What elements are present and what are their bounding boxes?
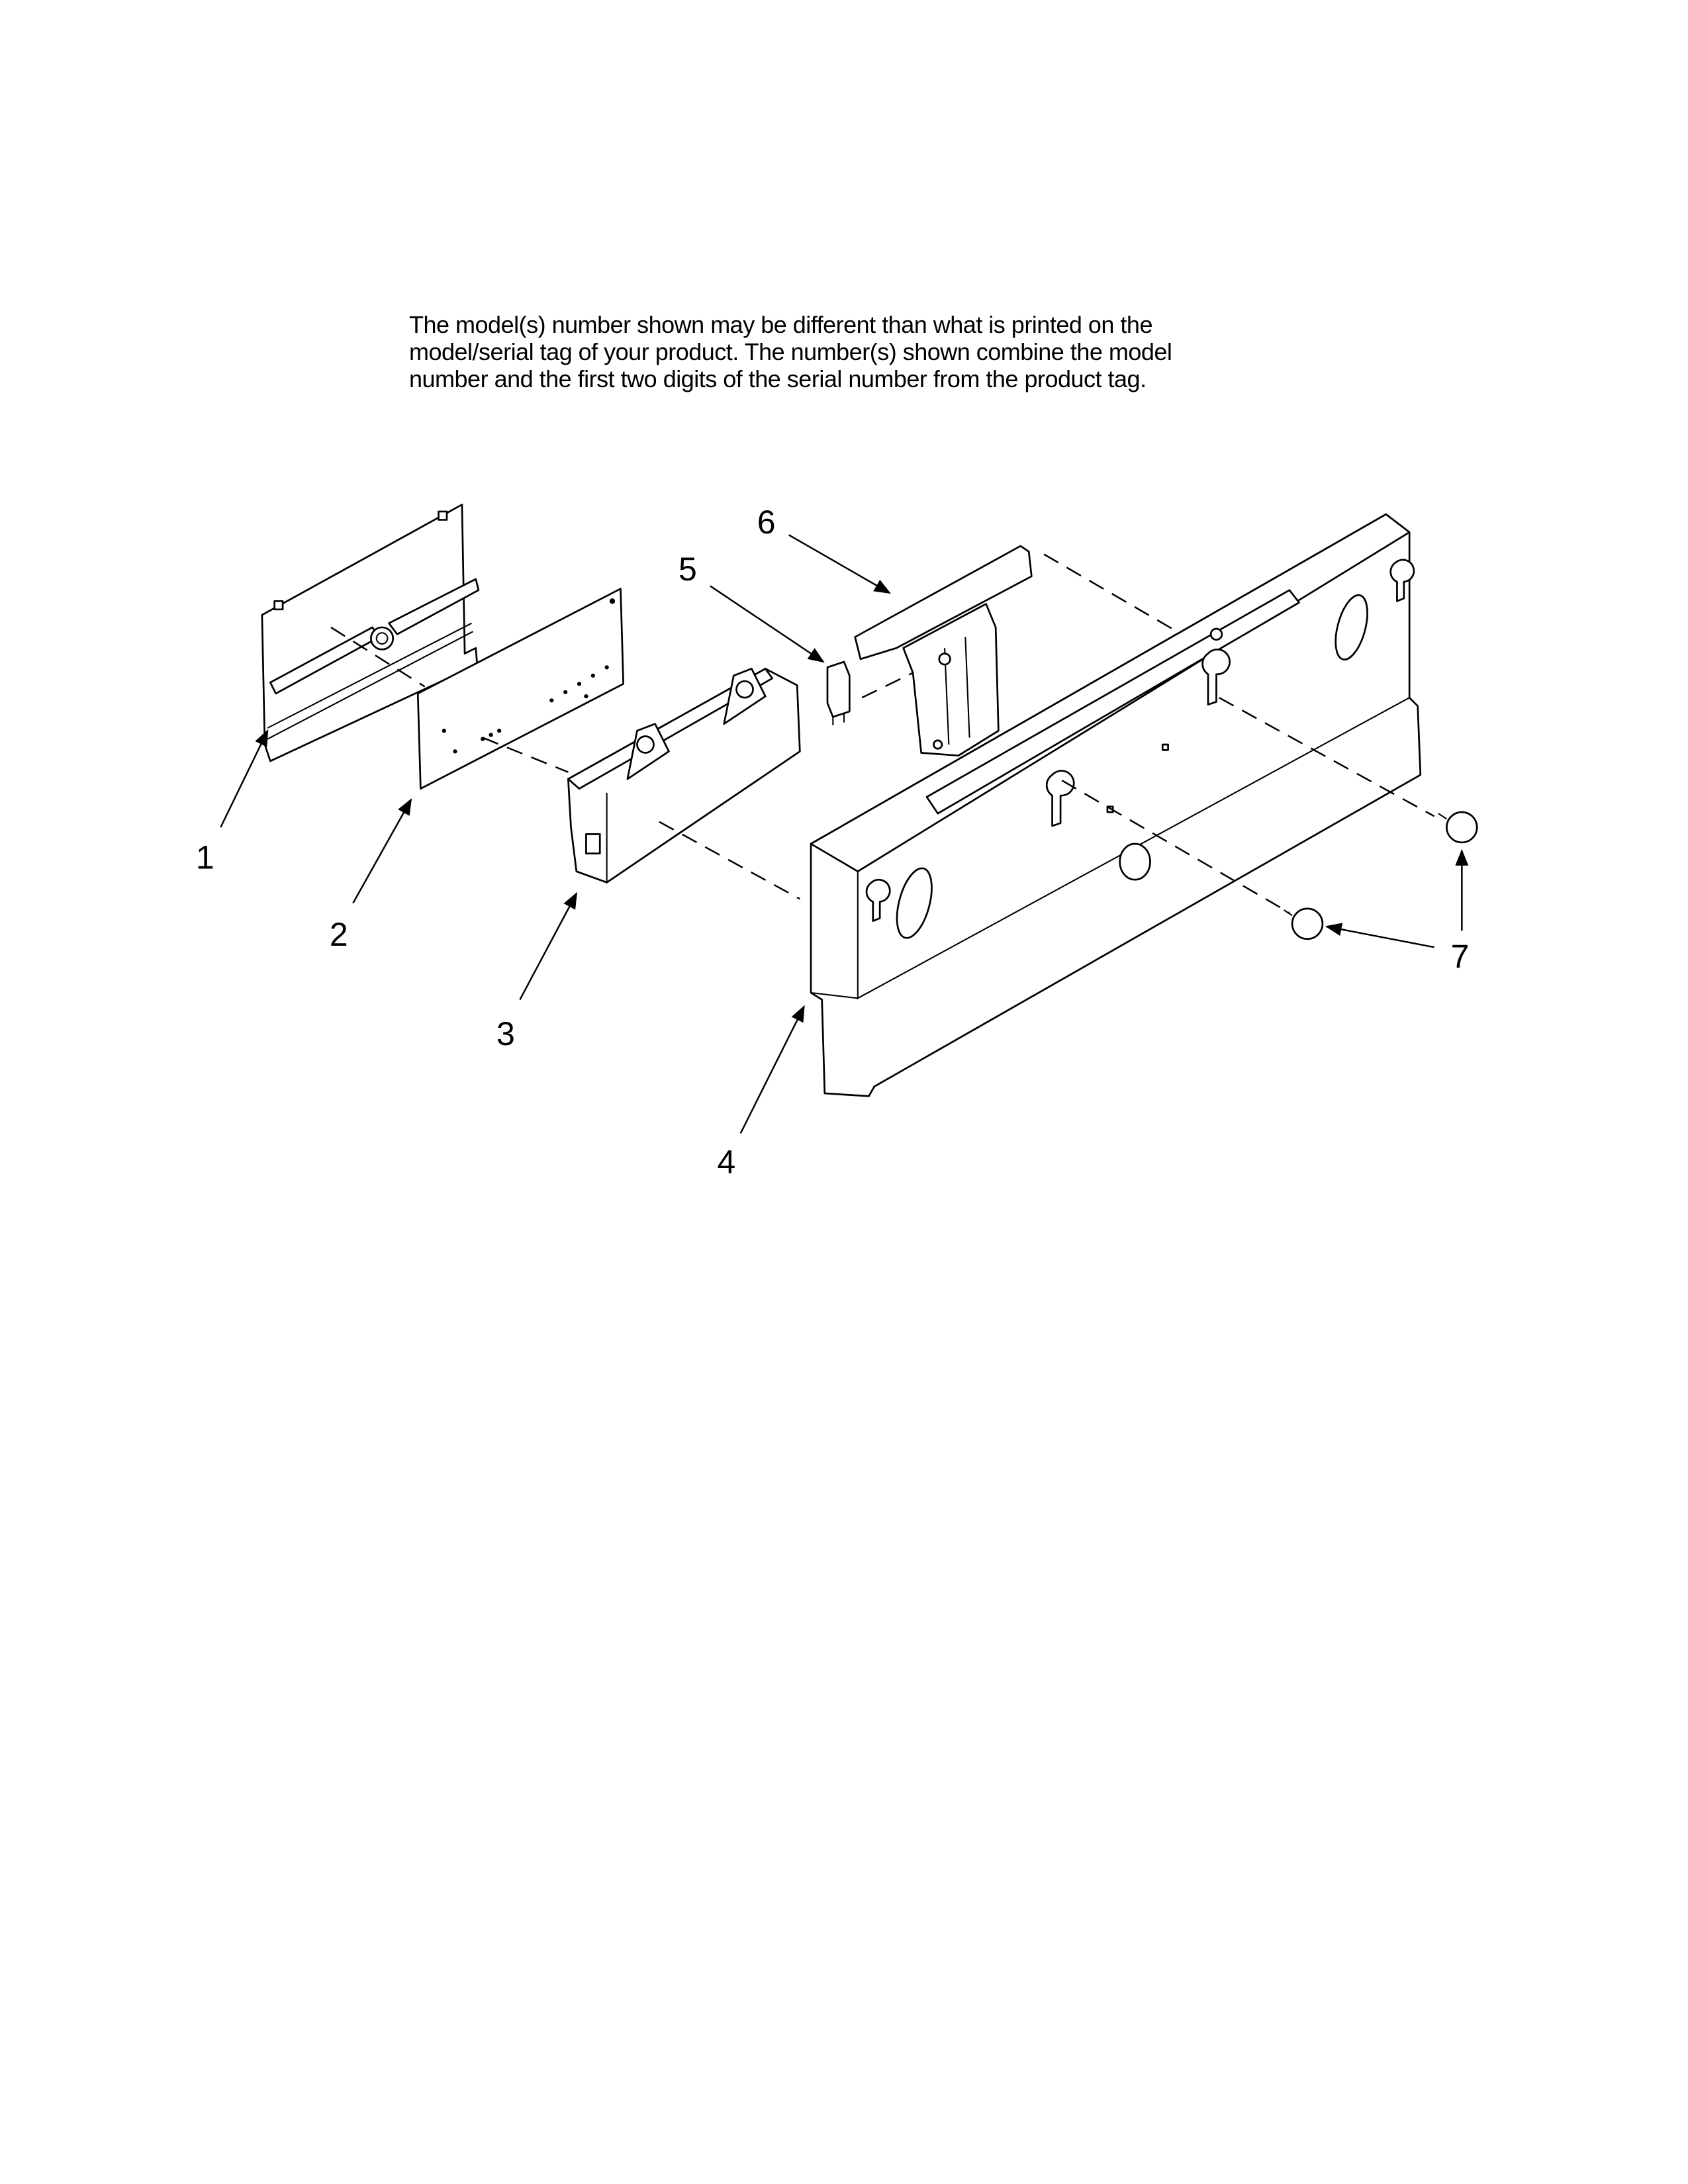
callout-3: 3 <box>496 1015 515 1053</box>
callout-7: 7 <box>1450 938 1470 976</box>
part-5-switch <box>827 662 849 725</box>
part-6-latch-assembly <box>855 546 1032 756</box>
part-4-control-panel <box>811 514 1421 1096</box>
disclaimer-line-3: number and the first two digits of the serial number from the product tag. <box>409 365 1147 392</box>
callout-4: 4 <box>717 1143 736 1181</box>
callout-5: 5 <box>679 551 697 588</box>
callout-2: 2 <box>329 916 348 954</box>
callout-6: 6 <box>757 504 776 541</box>
disclaimer-line-1: The model(s) number shown may be different than what is printed on the <box>409 311 1152 338</box>
disclaimer-line-2: model/serial tag of your product. The number(s) shown combine the model <box>409 338 1172 365</box>
callout-1: 1 <box>195 839 214 876</box>
part-3-housing <box>568 668 800 882</box>
